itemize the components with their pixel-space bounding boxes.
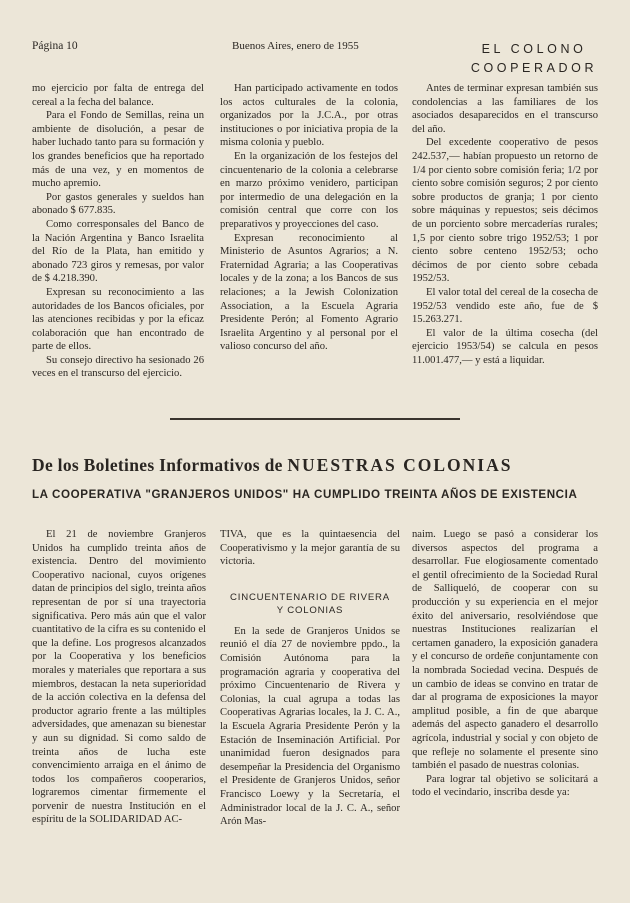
subsection-heading-line1: CINCUENTENARIO DE RIVERA (230, 591, 390, 603)
paragraph: Para lograr tal objetivo se solicitará a todo el vecindario, inscriba desde ya: (412, 773, 598, 799)
paragraph: En la organización de los festejos del cincuentenario de la colonia a celebrarse en marzo próximo venidero, participan por intermedio de una delegación en la comisión central que corre con los preparativos y proyecciones del caso. (220, 150, 398, 230)
publication-title (470, 40, 598, 78)
paragraph: Como corresponsales del Banco de la Nación Argentina y Banco Israelita del Río de la Plata, han emitido y abonado 723 giros y remesas, por valor de $ 4.218.390. (32, 218, 204, 285)
section-headline (32, 455, 598, 476)
page-number: Página 10 (32, 40, 78, 52)
paragraph: TIVA, que es la quintaesencia del Cooperativismo y la mejor garantía de su victoria. (220, 529, 400, 568)
publication-title-line2: COOPERADOR (470, 61, 598, 75)
paragraph: El valor de la última cosecha (del ejercicio 1953/54) se calcula en pesos 11.001.477,— y está a liquidar. (412, 327, 598, 366)
paragraph: El 21 de noviembre Granjeros Unidos ha cumplido treinta años de existencia. Dentro del movimiento Cooperativo nacional, cuyos orígenes datan de principios del siglo, treinta años representan de por sí una trayectoria significativa. Pero más aún que el valor cuantitativo de la cifra es su contenido el que la define. Los progresos alcanzados por la Cooperativa y los beneficios morales y materiales que reportara a sus miembros, destacan la neta superioridad de la acción colectiva en la defensa del productor agrario frente a las múltiples adversidades, que amenazan su bienestar y aun su dignidad. Si como saldo de treinta años de lucha este convencimiento arraiga en el ánimo de todos los compañeros cooperarios, lograremos cimentar firmemente el porvenir de nuestra Institución en el espíritu de la SOLIDARIDAD AC- (32, 529, 206, 826)
bottom-column-3 (412, 528, 598, 800)
top-column-1 (32, 82, 204, 381)
paragraph: Su consejo directivo ha sesionado 26 veces en el transcurso del ejercicio. (32, 354, 204, 380)
top-column-3 (412, 82, 598, 367)
paragraph: Para el Fondo de Semillas, reina un ambiente de disolución, a pesar de haber luchado tanto para su formación y los grandes beneficios que ha reportado más de una vez, y en momentos de mucho apremio. (32, 110, 204, 190)
paragraph: El valor total del cereal de la cosecha de 1952/53 vendido este año, fue de $ 15.263.271. (412, 286, 598, 326)
paragraph: Expresan reconocimiento al Ministerio de Asuntos Agrarios; a N. Fraternidad Agraria; a las Cooperativas locales y de la zona; a los Bancos de sus relaciones; a la Jewish Colonization Association, a la Escuela Agraria Presidente Perón; al Fomento Agrario Israelita Argentino y al personal por el valioso concurso del año. (220, 232, 398, 353)
paragraph: Del excedente cooperativo de pesos 242.537,— habían propuesto un retorno de 1/4 por ciento sobre comisión feria; 1/2 por ciento sobre comisión seguros; 2 por ciento sobre productos de granja; 1 por ciento sobre máquinas y repuestos; seis décimos de un porciento sobre mercaderías rurales; 1,5 por ciento sobre trigo 1952/53; 1 por ciento sobre centeno 1952/53; ocho décimos de por ciento sobre cebada 1952/53. (412, 137, 598, 285)
bottom-column-2 (220, 528, 400, 829)
paragraph: Antes de terminar expresan también sus condolencias a las familiares de los asociados desaparecidos en el transcurso del año. (412, 83, 598, 135)
publication-title-line1: EL COLONO (481, 42, 587, 56)
subsection-heading-line2: Y COLONIAS (276, 604, 344, 616)
paragraph: naim. Luego se pasó a considerar los diversos aspectos del programa a desarrollar. Fue elogiosamente comentado el gentil ofrecimiento de la Sociedad Rural de Salliqueló, de cooperar con su producción y su experiencia en el mejor éxito del aniversario, resolviéndose que nuestras Instituciones realizarían el certamen ganadero, la exposición ganadera y el concurso de ordeñe conjuntamente con la nombrada Sociedad vecina. Después de un cambio de ideas se convino en tratar de dar al programa de exposiciones la mayor amplitud posible, a fin de que abarque además del aspecto ganadero el desarrollo agrícola, industrial y social y con objeto de que refleje no solamente el presente sino también el pasado de nuestras colonias. (412, 529, 598, 772)
dateline: Buenos Aires, enero de 1955 (232, 40, 359, 52)
headline-caps: NUESTRAS COLONIAS (287, 455, 513, 475)
paragraph: mo ejercicio por falta de entrega del cereal a la fecha del balance. (32, 83, 204, 108)
top-column-2 (220, 82, 398, 354)
section-divider (170, 418, 460, 420)
article-headline: LA COOPERATIVA "GRANJEROS UNIDOS" HA CUMPLIDO TREINTA AÑOS DE EXISTENCIA (32, 488, 578, 501)
paragraph: Por gastos generales y sueldos han abonado $ 677.835. (32, 191, 204, 217)
headline-prefix: De los Boletines Informativos de (32, 455, 283, 475)
bottom-column-1 (32, 528, 206, 827)
paragraph: En la sede de Granjeros Unidos se reunió el día 27 de noviembre ppdo., la Comisión Autónoma para la programación agraria y cooperativa del próximo Cincuentenario de Rivera y Colonias, la cual agrupa a todas las Cooperativas Agrarias locales, la J. C. A., la Escuela Agraria Presidente Perón y la Estación de Inseminación Artificial. Por unanimidad fueron designados para desempeñar la Presidencia del Organismo el Presidente de Granjeros Unidos, señor Francisco Loewy y la Secretaría, el Administrador local de la J. C. A., señor Arón Mas- (220, 625, 400, 828)
subsection-heading (220, 591, 400, 617)
paragraph: Expresan su reconocimiento a las autoridades de los Bancos oficiales, por las atenciones recibidas y por la eficaz colaboración que han encontrado de parte de ellos. (32, 286, 204, 353)
paragraph: Han participado activamente en todos los actos culturales de la colonia, organizados por la J.C.A., por otras instituciones o por iniciativa propia de la misma colonia y pueblo. (220, 83, 398, 149)
